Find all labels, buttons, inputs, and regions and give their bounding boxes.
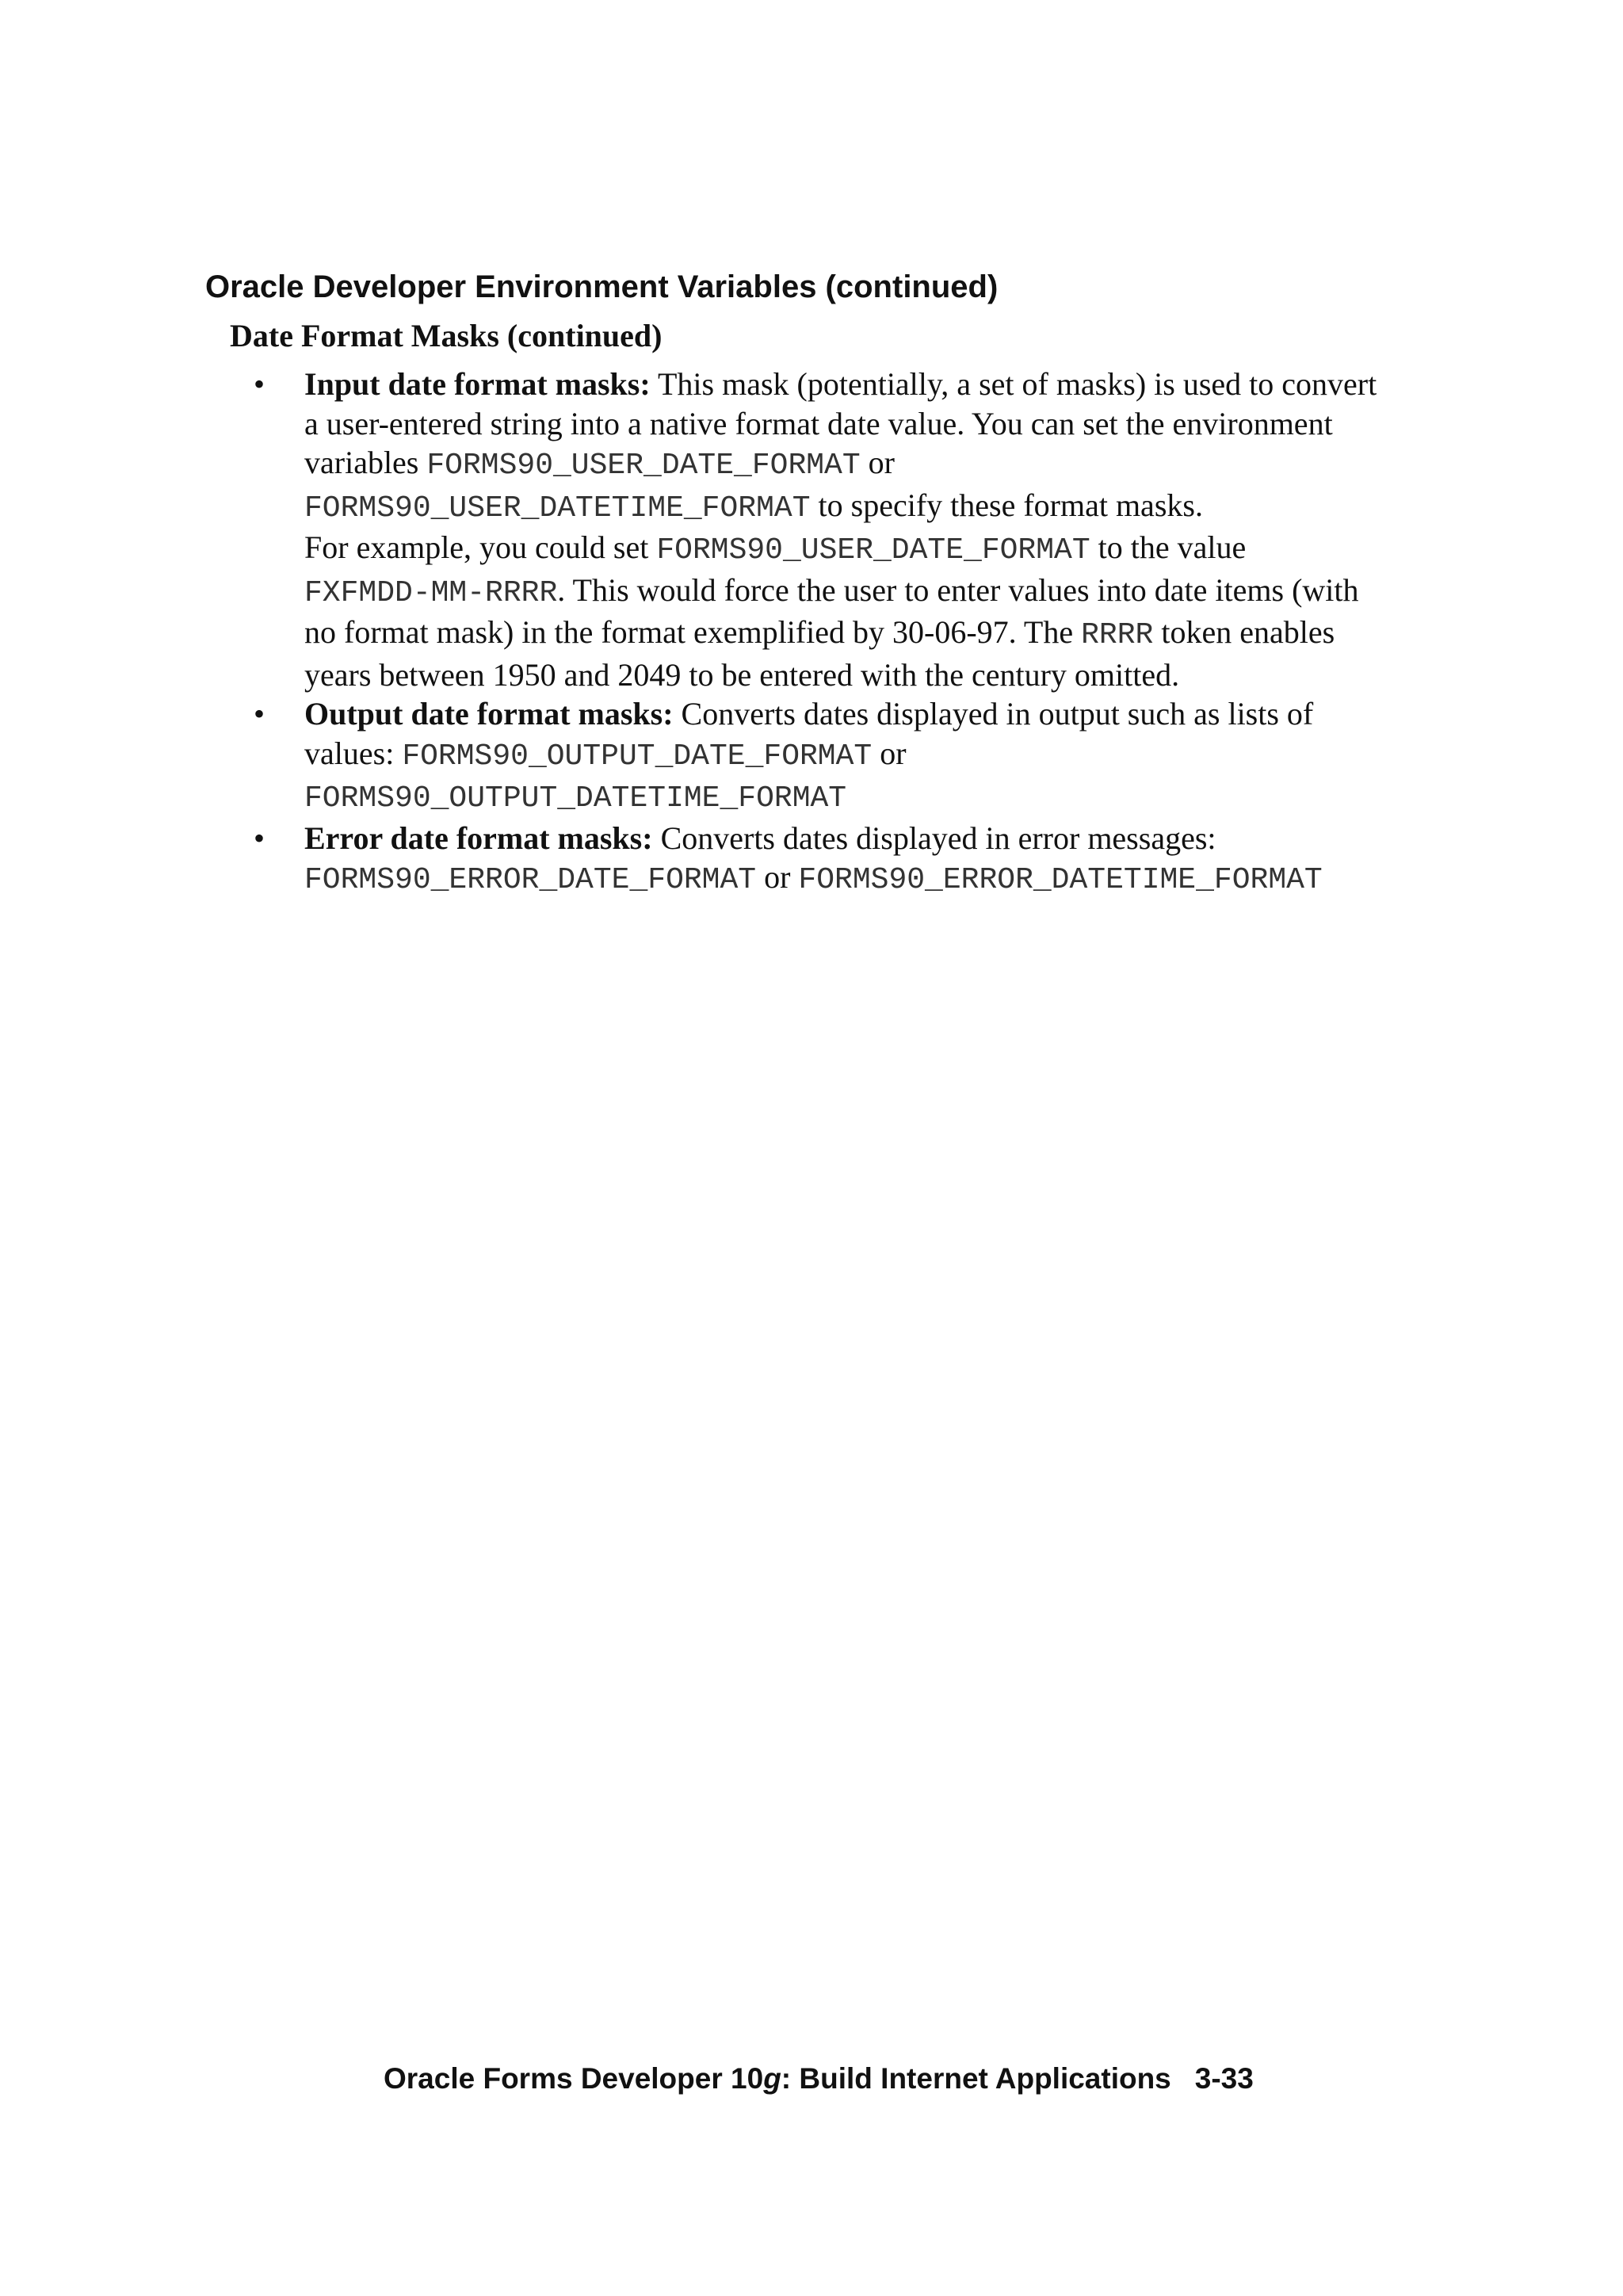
text-line xyxy=(304,819,1496,858)
bullet-list xyxy=(0,365,1623,900)
text-span: token enables xyxy=(1153,614,1335,650)
bullet-output-date-format-masks xyxy=(0,694,1623,819)
text-line xyxy=(304,571,1496,613)
text-line xyxy=(304,528,1496,571)
code-span: RRRR xyxy=(1081,618,1154,652)
code-span: FXFMDD-MM-RRRR xyxy=(304,575,558,610)
text-span: or xyxy=(872,735,907,771)
bullet-icon: • xyxy=(254,696,265,732)
code-span: FORMS90_OUTPUT_DATETIME_FORMAT xyxy=(304,781,847,816)
text-span: Converts dates displayed in output such as lists of xyxy=(673,696,1314,732)
text-span: For example, you could set xyxy=(304,529,657,565)
text-line xyxy=(304,734,1496,777)
term-label: Input date format masks: xyxy=(304,366,651,402)
text-span: variables xyxy=(304,445,427,480)
text-line xyxy=(304,694,1496,734)
text-span: to the value xyxy=(1090,529,1247,565)
text-span: to specify these format masks. xyxy=(810,487,1203,523)
text-span: no format mask) in the format exemplified by 30-06-97. The xyxy=(304,614,1082,650)
code-span: FORMS90_ERROR_DATETIME_FORMAT xyxy=(798,863,1323,897)
code-span: FORMS90_USER_DATETIME_FORMAT xyxy=(304,491,811,525)
text-line xyxy=(304,443,1496,486)
bullet-input-date-format-masks xyxy=(0,365,1623,694)
section-heading: Date Format Masks (continued) xyxy=(230,318,663,353)
code-span: FORMS90_OUTPUT_DATE_FORMAT xyxy=(402,739,873,774)
code-span: FORMS90_USER_DATE_FORMAT xyxy=(656,533,1090,567)
page-footer xyxy=(384,2062,1254,2095)
text-line xyxy=(304,613,1496,655)
code-span: FORMS90_ERROR_DATE_FORMAT xyxy=(304,863,757,897)
text-line: years between 1950 and 2049 to be entered with the century omitted. xyxy=(304,656,1180,693)
text-line xyxy=(304,365,1496,404)
text-span: g xyxy=(763,2062,781,2095)
bullet-error-date-format-masks xyxy=(0,819,1623,900)
text-span: This mask (potentially, a set of masks) is used to convert xyxy=(650,366,1377,402)
term-label: Error date format masks: xyxy=(304,819,653,856)
text-span: Converts dates displayed in error messages: xyxy=(652,819,1216,856)
bullet-icon: • xyxy=(254,819,265,856)
text-line: a user-entered string into a native format date value. You can set the environment xyxy=(304,405,1333,441)
page-title: Oracle Developer Environment Variables (continued) xyxy=(205,269,999,304)
text-line xyxy=(304,858,1496,900)
text-span: or xyxy=(756,859,799,895)
text-span: values: xyxy=(304,735,403,771)
text-span: or xyxy=(860,445,895,480)
text-span: Oracle Forms Developer 10 xyxy=(384,2062,764,2095)
code-span: FORMS90_USER_DATE_FORMAT xyxy=(426,449,861,483)
text-span: . This would force the user to enter values into date items (with xyxy=(557,571,1359,608)
text-line xyxy=(304,776,1496,819)
page-number: 3-33 xyxy=(1194,2062,1254,2095)
term-label: Output date format masks: xyxy=(304,696,674,732)
footer-title xyxy=(384,2062,1171,2095)
bullet-icon: • xyxy=(254,366,265,402)
text-span: : Build Internet Applications xyxy=(781,2062,1171,2095)
text-line xyxy=(304,486,1496,529)
